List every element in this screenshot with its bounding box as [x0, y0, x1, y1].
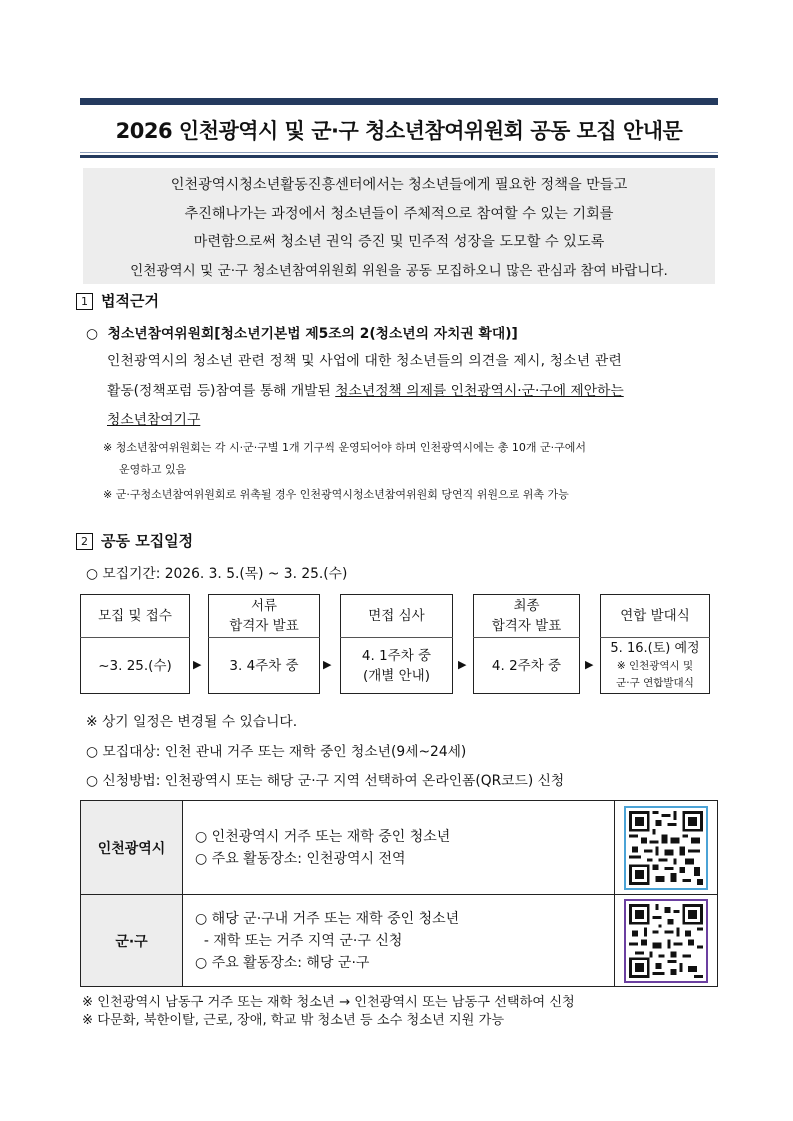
recruit-target: ○ 모집대상: 인천 관내 거주 또는 재학 중인 청소년(9세~24세): [86, 744, 467, 760]
divider: [473, 637, 580, 638]
table-row: [81, 801, 718, 895]
title-bottom-rule: [80, 155, 718, 158]
arrow-icon: ▶: [585, 658, 594, 671]
section-number-box: 2: [76, 533, 93, 550]
arrow-icon: ▶: [323, 658, 332, 671]
row-label: 군·구: [81, 895, 183, 987]
intro-box: [83, 168, 715, 284]
intro-line: 인천광역시 및 군·구 청소년참여위원회 위원을 공동 모집하오니 많은 관심과 참여 바랍니다.: [130, 262, 668, 279]
qr-code-icon[interactable]: [624, 806, 708, 890]
footnote: ※ 다문화, 북한이탈, 근로, 장애, 학교 밖 청소년 등 소수 청소년 지원 가능: [82, 1013, 505, 1028]
schedule-step-5-value: 5. 16.(토) 예정 ※ 인천광역시 및 군·구 연합발대식: [600, 637, 710, 694]
page-title: 2026 인천광역시 및 군·구 청소년참여위원회 공동 모집 안내문: [115, 119, 683, 143]
table-row: [81, 895, 718, 987]
section-1-subheading: ○ 청소년참여위원회[청소년기본법 제5조의 2(청소년의 자치권 확대)]: [86, 326, 518, 342]
row-label: 인천광역시: [81, 801, 183, 895]
section-1-heading: 1 법적근거: [76, 290, 159, 311]
schedule-step-3-header: 면접 심사: [340, 594, 453, 637]
recruit-period: ○ 모집기간: 2026. 3. 5.(목) ~ 3. 25.(수): [86, 566, 348, 582]
intro-line: 마련함으로써 청소년 권익 증진 및 민주적 성장을 도모할 수 있도록: [193, 234, 605, 250]
qr-cell: [615, 801, 718, 895]
section-2-heading: 2 공동 모집일정: [76, 530, 193, 551]
divider: [600, 637, 710, 638]
section-1-para-line: 인천광역시의 청소년 관련 정책 및 사업에 대한 청소년들의 의견을 제시, 청소년 관련: [107, 353, 622, 369]
schedule-step-4-value: 4. 2주차 중: [473, 637, 580, 694]
intro-line: 인천광역시청소년활동진흥센터에서는 청소년들에게 필요한 정책을 만들고: [170, 177, 628, 193]
row-body: ○ 인천광역시 거주 또는 재학 중인 청소년 ○ 주요 활동장소: 인천광역시 전역: [183, 801, 615, 895]
schedule-step-1-header: 모집 및 접수: [80, 594, 190, 637]
schedule-step-5-header: 연합 발대식: [600, 594, 710, 637]
divider: [80, 637, 190, 638]
title-top-rule: [80, 98, 718, 105]
schedule-step-4-header: 최종 합격자 발표: [473, 594, 580, 637]
arrow-icon: ▶: [458, 658, 467, 671]
schedule-step-2-header: 서류 합격자 발표: [208, 594, 320, 637]
apply-method: ○ 신청방법: 인천광역시 또는 해당 군·구 지역 선택하여 온라인폼(QR코드) 신청: [86, 773, 565, 789]
section-1-note: 운영하고 있음: [119, 463, 187, 476]
section-1-note: ※ 청소년참여위원회는 각 시·군·구별 1개 기구씩 운영되어야 하며 인천광역시에는 총 10개 군·구에서: [103, 441, 586, 454]
qr-code-icon[interactable]: [624, 899, 708, 983]
arrow-icon: ▶: [193, 658, 202, 671]
divider: [208, 637, 320, 638]
divider: [340, 637, 453, 638]
title-bottom-rule-2: [80, 152, 718, 153]
schedule-change-note: ※ 상기 일정은 변경될 수 있습니다.: [86, 714, 298, 730]
intro-line: 추진해나가는 과정에서 청소년들이 주체적으로 참여할 수 있는 기회를: [184, 205, 614, 222]
footnote: ※ 인천광역시 남동구 거주 또는 재학 청소년 → 인천광역시 또는 남동구 선택하여 신청: [82, 995, 575, 1010]
section-1-note: ※ 군·구청소년참여위원회로 위촉될 경우 인천광역시청소년참여위원회 당연직 위원으로 위촉 가능: [103, 488, 569, 501]
section-1-para-line: 활동(정책포럼 등)참여를 통해 개발된 청소년정책 의제를 인천광역시·군·구에 제안하는: [107, 383, 624, 399]
row-body: ○ 해당 군·구내 거주 또는 재학 중인 청소년 - 재학 또는 거주 지역 군·구 신청 ○ 주요 활동장소: 해당 군·구: [183, 895, 615, 987]
schedule-step-1-value: ~3. 25.(수): [80, 637, 190, 694]
schedule-step-2-value: 3. 4주차 중: [208, 637, 320, 694]
section-number-box: 1: [76, 293, 93, 310]
section-1-para-line: 청소년참여기구: [107, 412, 201, 428]
qr-cell: [615, 895, 718, 987]
schedule-step-3-value: 4. 1주차 중 (개별 안내): [340, 637, 453, 694]
apply-table: [80, 800, 718, 987]
